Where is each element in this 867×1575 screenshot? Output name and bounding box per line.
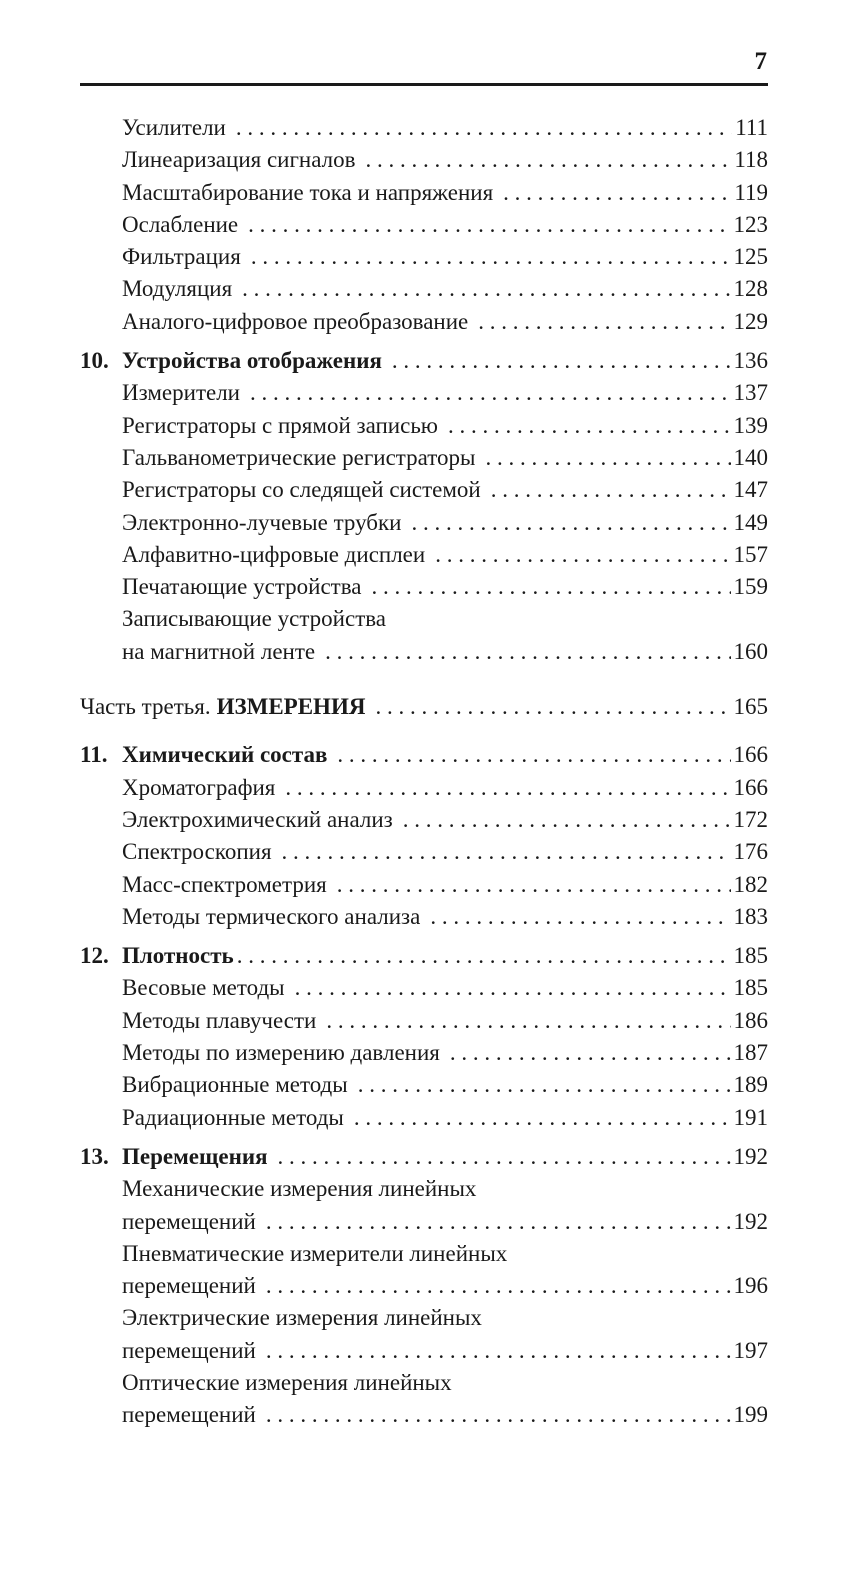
toc-entry-line1[interactable] (80, 1302, 768, 1334)
toc-entry[interactable] (80, 901, 768, 933)
chapter-number: 10. (80, 348, 109, 374)
toc-entry-page: 192 (733, 1143, 768, 1169)
toc-part-three[interactable] (80, 691, 768, 723)
toc-entry-line2[interactable] (80, 636, 768, 668)
toc-entry-title: Масштабирование тока и напряжения (122, 179, 494, 205)
toc-chapter-12[interactable] (80, 940, 768, 972)
toc-entry-title: Алфавитно-цифровые дисплеи (122, 541, 426, 567)
toc-entry[interactable] (80, 377, 768, 409)
toc-entry-page: 129 (733, 308, 768, 334)
toc-entry-page: 185 (733, 975, 768, 1001)
toc-chapter-13[interactable] (80, 1141, 768, 1173)
toc-entry-page: 199 (733, 1402, 768, 1428)
toc-entry-page: 186 (733, 1007, 768, 1033)
toc-entry-title: Записывающие устройства (122, 606, 387, 632)
toc-entry[interactable] (80, 112, 768, 144)
header-rule (80, 83, 768, 86)
toc-entry-page: 139 (733, 412, 768, 438)
toc-entry[interactable] (80, 1102, 768, 1134)
toc-entry-page: 187 (733, 1040, 768, 1066)
chapter-title: Устройства отображения (122, 348, 382, 374)
toc-entry[interactable] (80, 836, 768, 868)
toc-entry-line2[interactable] (80, 1399, 768, 1431)
toc-entry-page: 160 (733, 638, 768, 664)
toc-entry-title: Масс-спектрометрия (122, 871, 327, 897)
toc-entry-line1[interactable] (80, 1238, 768, 1270)
chapter-number: 13. (80, 1143, 109, 1169)
part-label: Часть третья. (80, 694, 211, 720)
toc-entry-page: 159 (733, 574, 768, 600)
toc-entry[interactable] (80, 410, 768, 442)
toc-entry-page: 147 (733, 477, 768, 503)
toc-entry-title: Методы термического анализа (122, 903, 421, 929)
toc-entry-page: 183 (733, 903, 768, 929)
toc-entry-page: 140 (733, 444, 768, 470)
toc-entry-title: Электронно-лучевые трубки (122, 509, 402, 535)
toc-entry-title: Радиационные методы (122, 1104, 344, 1130)
toc-entry-page: 165 (733, 694, 768, 720)
toc-entry-page: 157 (733, 541, 768, 567)
toc-entry[interactable] (80, 1069, 768, 1101)
toc-entry-title: Модуляция (122, 276, 233, 302)
toc-entry-page: 119 (734, 179, 768, 205)
toc-entry-title: Измерители (122, 380, 240, 406)
toc-entry-page: 189 (733, 1072, 768, 1098)
toc-entry-page: 191 (733, 1104, 768, 1130)
toc-entry-page: 196 (733, 1273, 768, 1299)
chapter-number: 11. (80, 742, 108, 768)
toc-entry-line2[interactable] (80, 1206, 768, 1238)
toc-chapter-10[interactable] (80, 345, 768, 377)
toc-entry-page: 166 (733, 742, 768, 768)
toc-entry-title: Весовые методы (122, 975, 285, 1001)
chapter-title: Химический состав (122, 742, 328, 768)
toc-entry-title: Регистраторы с прямой записью (122, 412, 438, 438)
toc-entry[interactable] (80, 209, 768, 241)
toc-entry-line1[interactable] (80, 1367, 768, 1399)
toc-entry-title: Электрические измерения линейных (122, 1305, 482, 1331)
toc-entry-page: 149 (733, 509, 768, 535)
toc-entry-line1[interactable] (80, 1173, 768, 1205)
page-number: 7 (754, 48, 767, 75)
toc-entry-page: 172 (733, 806, 768, 832)
chapter-title: Перемещения (122, 1143, 268, 1169)
toc-entry-page: 128 (733, 276, 768, 302)
toc-entry-title-cont: перемещений (122, 1208, 256, 1234)
toc-entry-page: 111 (735, 115, 768, 140)
toc-entry-title-cont: перемещений (122, 1337, 256, 1363)
toc-entry-page: 185 (733, 943, 768, 969)
toc-entry[interactable] (80, 273, 768, 305)
toc-entry-title: Усилители (122, 115, 226, 140)
toc-entry[interactable] (80, 972, 768, 1004)
toc-entry-title: Ослабление (122, 211, 239, 237)
toc-entry[interactable] (80, 177, 768, 209)
toc-entry-page: 123 (733, 211, 768, 237)
toc-entry[interactable] (80, 772, 768, 804)
toc-chapter-11[interactable] (80, 739, 768, 771)
toc-entry-title: Оптические измерения линейных (122, 1369, 452, 1395)
toc-entry[interactable] (80, 1005, 768, 1037)
toc-entry-title: Механические измерения линейных (122, 1176, 477, 1202)
toc-entry-title: Аналого-цифровое преобразование (122, 308, 469, 334)
toc-entry-title: Регистраторы со следящей системой (122, 477, 481, 503)
toc-entry-title: Спектроскопия (122, 839, 272, 865)
toc-entry[interactable] (80, 539, 768, 571)
toc-entry-page: 137 (733, 380, 768, 406)
toc-entry-page: 192 (733, 1208, 768, 1234)
toc-entry-page: 125 (733, 244, 768, 270)
toc-entry-title: Печатающие устройства (122, 574, 362, 600)
part-title: ИЗМЕРЕНИЯ (216, 694, 366, 720)
toc-entry[interactable] (80, 804, 768, 836)
toc-entry-line1[interactable] (80, 603, 768, 635)
toc-entry-title-cont: перемещений (122, 1402, 256, 1428)
toc-entry-title: Хроматография (122, 774, 276, 800)
toc-entry[interactable] (80, 474, 768, 506)
toc-entry-title-cont: перемещений (122, 1273, 256, 1299)
toc-entry[interactable] (80, 241, 768, 273)
toc-entry-title: Пневматические измерители линейных (122, 1240, 508, 1266)
toc-entry-page: 166 (733, 774, 768, 800)
toc-entry[interactable] (80, 1037, 768, 1069)
toc-entry-page: 182 (733, 871, 768, 897)
toc-entry[interactable] (80, 507, 768, 539)
toc-entry-line2[interactable] (80, 1335, 768, 1367)
toc-entry-title: Вибрационные методы (122, 1072, 348, 1098)
toc-entry-page: 197 (733, 1337, 768, 1363)
toc-entry[interactable] (80, 144, 768, 176)
toc-entry-line2[interactable] (80, 1270, 768, 1302)
toc-entry-page: 176 (733, 839, 768, 865)
toc-entry[interactable] (80, 306, 768, 338)
toc-entry-title: Методы плавучести (122, 1007, 317, 1033)
chapter-number: 12. (80, 943, 109, 969)
toc-entry[interactable] (80, 571, 768, 603)
toc-entry-title: Линеаризация сигналов (122, 147, 356, 173)
toc-entry[interactable] (80, 869, 768, 901)
toc-entry-title-cont: на магнитной ленте (122, 638, 316, 664)
toc-entry[interactable] (80, 442, 768, 474)
toc-entry-title: Методы по измерению давления (122, 1040, 440, 1066)
toc-entry-title: Электрохимический анализ (122, 806, 393, 832)
table-of-contents (80, 112, 768, 1432)
toc-entry-page: 136 (733, 348, 768, 374)
toc-entry-page: 118 (734, 147, 768, 173)
toc-entry-title: Гальванометрические регистраторы (122, 444, 476, 470)
toc-entry-title: Фильтрация (122, 244, 241, 270)
chapter-title: Плотность (122, 943, 234, 969)
